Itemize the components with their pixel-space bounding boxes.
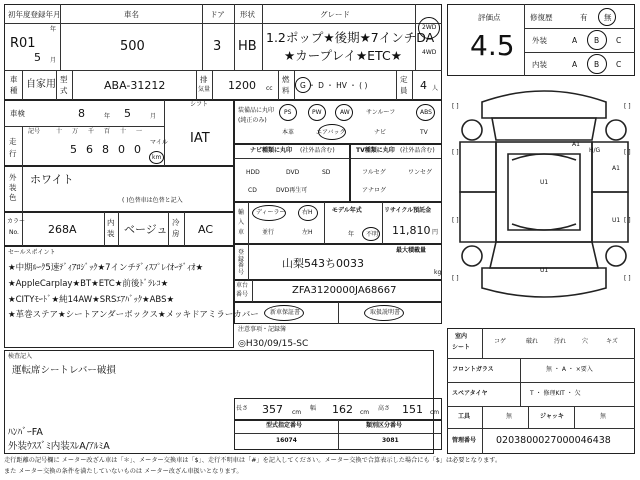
equipment-tv: TV <box>420 129 428 136</box>
recycle-unit: 円 <box>432 229 439 236</box>
month-unit: 月 <box>50 57 57 64</box>
height-value: 151 <box>402 403 423 416</box>
tv-title: TV種類に丸印 <box>356 147 395 154</box>
model-label: 型 <box>60 75 68 84</box>
year-unit: 年 <box>50 26 57 33</box>
front-glass-options: 無 ・ A ・ ×要入 <box>546 366 593 373</box>
import-left-hand: 左H <box>302 229 313 236</box>
jack-value: 無 <box>600 413 607 420</box>
manual: 取扱説明書 <box>370 309 401 316</box>
fuel-circle-mark <box>295 77 311 93</box>
grade-line-1: 1.2ポップ★後期★7インチDA <box>266 30 435 45</box>
drive-4wd: 4WD <box>422 49 437 56</box>
displacement-label: 排 <box>200 75 208 84</box>
exterior-circle-mark <box>587 30 607 50</box>
records-history: ◎H30/09/15-SC <box>238 339 309 349</box>
load-label: 最大積載量 <box>396 247 427 254</box>
width-value: 162 <box>332 403 353 416</box>
car-diagram <box>452 82 636 322</box>
bracket-mark-4: [ ] <box>624 149 631 156</box>
interior-seat-label: 室内 <box>455 333 468 340</box>
displacement-unit: cc <box>266 85 273 92</box>
spare-tire-label: スペアタイヤ <box>452 390 488 397</box>
repair-label: 修復歴 <box>530 13 553 22</box>
capacity-label-2: 員 <box>400 86 408 95</box>
exterior-grade-a: A <box>572 36 578 45</box>
mileage-digit-10k: 5 <box>70 143 77 156</box>
equipment-aw-circle <box>335 104 353 121</box>
inspection-year: 8 <box>78 107 85 120</box>
model-label-2: 式 <box>60 86 68 95</box>
mile-label: マイル <box>150 139 168 146</box>
model-year-unknown-circle <box>362 227 380 241</box>
fuel-options: G ・ D ・ HV ・ ( ) <box>300 81 368 90</box>
interior-grade-b: B <box>594 60 600 69</box>
usage-value: 自家用 <box>26 79 56 90</box>
score-label: 評価点 <box>478 13 501 22</box>
color-no-label-2: No. <box>9 229 19 236</box>
diagram-u1-center: U1 <box>540 179 549 186</box>
chassis-number: ZFA3120000JA68667 <box>292 285 397 296</box>
mileage-header-10: 十 <box>120 128 127 135</box>
diagram-a1-top: A1 <box>572 141 580 148</box>
color-no-label: カラー <box>7 218 26 225</box>
exterior-label-bot: 色 <box>9 193 17 202</box>
seat-burn: コゲ <box>494 338 507 345</box>
selling-point-line-1: ★中期ﾙｰｸ5速ﾃﾞｨｱﾛｼﾞｯｸ★7インチﾃﾞｨｽﾌﾟﾚｲｵｰﾃﾞｨｵ★ <box>8 263 204 273</box>
capacity-value: 4 <box>420 79 427 92</box>
inspector-label: 検査記入 <box>8 353 33 360</box>
diagram-u1-right: U1 <box>612 217 621 224</box>
import-right-circle <box>298 205 318 221</box>
tools-value: 無 <box>506 413 513 420</box>
length-unit: cm <box>292 409 302 416</box>
door-label: ドア <box>210 10 225 19</box>
interior-color-value: ベージュ <box>124 223 168 236</box>
tv-oneseg: ワンセグ <box>408 169 433 176</box>
exterior-color-value: ホワイト <box>30 173 74 186</box>
equipment-pw-circle <box>308 104 326 121</box>
mileage-header-1: 一 <box>136 128 143 135</box>
equipment-label: 装備品に丸印 <box>238 107 275 114</box>
chassis-label-2: 番号 <box>236 291 249 298</box>
model-year-unit: 年 <box>348 231 355 238</box>
footer-line-2: また メーター交換の条件を満たしていないものは メーター改ざん車扱いとなります。 <box>4 468 243 475</box>
mileage-header-10k: 万 <box>72 128 79 135</box>
bracket-mark-8: [ ] <box>624 275 631 282</box>
exterior-label-mid: 装 <box>9 183 17 192</box>
bracket-mark-6: [ ] <box>624 217 631 224</box>
fuel-label-2: 料 <box>282 86 290 95</box>
inspection-month: 5 <box>124 107 131 120</box>
mileage-digit-100: 8 <box>102 143 109 156</box>
equipment-airbag: エアバック <box>316 129 346 136</box>
diagram-u1-bottom: U1 <box>540 267 549 274</box>
import-parallel: 並行 <box>262 229 275 236</box>
exterior-label-top: 外 <box>9 173 17 182</box>
score-value: 4.5 <box>470 29 515 62</box>
mileage-header-sign: 記号 <box>28 128 41 135</box>
equipment-note: (純正のみ) <box>238 117 267 124</box>
shape-label: 形状 <box>240 10 255 19</box>
import-dealer-circle <box>252 205 286 221</box>
load-unit: kg <box>434 269 442 276</box>
recycle-label: リサイクル預託金 <box>384 207 432 214</box>
bracket-mark-7: [ ] <box>452 275 459 282</box>
bracket-mark-1: [ ] <box>452 103 459 110</box>
chassis-label: 車台 <box>236 282 249 289</box>
management-number: 0203800027000046438 <box>496 435 611 446</box>
drive-2wd: 2WD <box>422 24 437 31</box>
repair-yes: 有 <box>580 13 588 22</box>
length-value: 357 <box>262 403 283 416</box>
grade-label: グレード <box>320 10 350 19</box>
navi-cd: CD <box>248 187 257 194</box>
exterior-color-note: ( )色替車は色替と記入 <box>122 197 183 204</box>
designation-label: 型式指定番号 <box>266 422 303 429</box>
inspection-month-unit: 月 <box>150 113 157 120</box>
doors-value: 3 <box>213 39 222 54</box>
management-label: 管理番号 <box>452 437 477 444</box>
navi-dvd: DVD <box>286 169 300 176</box>
seat-stain: 汚れ <box>554 338 567 345</box>
navi-hdd: HDD <box>246 169 260 176</box>
equipment-abs-circle <box>416 104 435 121</box>
first-reg-era: R01 <box>10 36 36 51</box>
height-unit: cm <box>430 409 440 416</box>
new-warranty: 新車保証書 <box>270 309 301 316</box>
fuel-label: 燃 <box>282 75 290 84</box>
seat-hole: 穴 <box>582 338 589 345</box>
mileage-digit-10: 0 <box>118 143 125 156</box>
ac-value: AC <box>198 223 214 236</box>
interior-grade-c: C <box>616 60 622 69</box>
equipment-abs: ABS <box>420 109 432 116</box>
car-name-value: 500 <box>120 39 145 54</box>
mileage-label-top: 走 <box>9 137 17 146</box>
capacity-unit: 人 <box>432 85 439 92</box>
equipment-aw: AW <box>340 109 350 116</box>
front-glass-label: フロントガラス <box>452 366 494 373</box>
model-year-unknown: 不明 <box>366 231 379 238</box>
tv-title-note: (社外品含む) <box>400 147 435 154</box>
import-label: 輸 <box>238 209 245 216</box>
inspection-year-unit: 年 <box>104 113 111 120</box>
repair-circle-mark <box>598 8 616 26</box>
km-label: km <box>152 154 162 161</box>
inspection-label: 車検 <box>10 109 25 118</box>
import-label-3: 車 <box>238 229 245 236</box>
bracket-mark-5: [ ] <box>452 217 459 224</box>
navi-title-note: (社外品含む) <box>300 147 335 154</box>
inspector-note: 運転席シートレバー破損 <box>12 365 116 376</box>
first-reg-label: 初年度登録年月 <box>8 10 61 19</box>
displacement-label-2: 気量 <box>198 86 211 93</box>
selling-point-line-2: ★AppleCarplay★BT★ETC★前後ﾄﾞﾗﾚｺ★ <box>8 279 169 289</box>
import-dealer: ディーラー <box>256 209 286 216</box>
footer-line-1: 走行距離の記号欄に メーター改ざん車は「＊」、メーター交換車は「$」、走行不明車は「#」を記入してください。メーター交換で合算表示した場合にも「$」は必要となります。 <box>4 457 502 464</box>
selling-point-line-4: ★革巻ステア★シートアンダーボックス★メッキドアミラーカバー <box>8 310 259 320</box>
equipment-airbag-circle <box>318 124 346 140</box>
ac-label-2: 房 <box>172 229 180 238</box>
interior-circle-mark <box>587 54 607 74</box>
km-circle-mark <box>149 151 164 164</box>
tv-analog: アナログ <box>362 187 387 194</box>
bracket-mark-2: [ ] <box>624 103 631 110</box>
bracket-mark-3: [ ] <box>452 149 459 156</box>
seat-tear: 破れ <box>526 338 539 345</box>
bottom-note-line-1: ﾊﾝﾊﾞｰFA <box>8 427 43 438</box>
bottom-note-line-2: 外装ｳｽｽﾞﾐ内装ｽﾚA/ｱﾙﾐA <box>8 441 110 452</box>
new-warranty-circle <box>264 305 304 321</box>
color-no-value: 268A <box>48 223 77 236</box>
width-label: 幅 <box>310 405 317 412</box>
mileage-header-100: 百 <box>104 128 111 135</box>
navi-title: ナビ種類に丸印 <box>250 147 293 154</box>
interior-seat-label-2: シート <box>452 344 471 351</box>
mileage-digit-1: 0 <box>134 143 141 156</box>
navi-dvd-play: DVD再生可 <box>276 187 308 194</box>
seat-scratch: キズ <box>606 338 618 345</box>
class-number: 3081 <box>382 437 399 444</box>
tv-fullseg: フルセグ <box>362 169 386 176</box>
usage-label-2: 種 <box>10 86 18 95</box>
length-label: 長さ <box>236 405 249 412</box>
spare-tire-options: T ・ 修理KIT ・ 欠 <box>530 390 581 397</box>
recycle-amount: 11,810 <box>392 224 431 237</box>
equipment-ps-circle <box>279 104 297 121</box>
interior-grade-label: 内装 <box>532 60 547 69</box>
exterior-grade-label: 外装 <box>532 36 547 45</box>
shift-label: シフト <box>190 101 209 108</box>
interior-color-label: 内 <box>107 218 115 227</box>
mileage-digit-1k: 6 <box>86 143 93 156</box>
equipment-sunroof: サンルーフ <box>366 109 396 116</box>
exterior-grade-c: C <box>616 36 622 45</box>
equipment-leather: 本革 <box>282 129 295 136</box>
capacity-label: 定 <box>400 75 408 84</box>
tools-label: 工具 <box>458 413 471 420</box>
diagram-a1-right: A1 <box>612 165 620 172</box>
selling-point-line-3: ★CITYﾓｰﾄﾞ★純14AW★SRSｴｱﾊﾞｯｸ★ABS★ <box>8 295 175 305</box>
car-name-label: 車名 <box>124 10 139 19</box>
first-reg-month: 5 <box>34 51 41 64</box>
interior-color-label-2: 装 <box>107 229 115 238</box>
width-unit: cm <box>360 409 370 416</box>
height-label: 高さ <box>378 405 391 412</box>
model-year-label: モデル年式 <box>332 207 362 214</box>
class-label: 類別区分番号 <box>366 422 403 429</box>
interior-grade-a: A <box>572 60 578 69</box>
usage-label: 車 <box>10 75 18 84</box>
navi-sd: SD <box>322 169 331 176</box>
mileage-header-100k: 十 <box>56 128 63 135</box>
records-note-label: 注意事項・記録簿 <box>238 326 287 333</box>
shape-value: HB <box>238 39 257 54</box>
designation-number: 16074 <box>276 437 297 444</box>
import-label-2: 入 <box>238 219 245 226</box>
repair-no: 無 <box>604 13 612 22</box>
diagram-hg: H/G <box>589 147 601 154</box>
grade-line-2: ★カープレイ★ETC★ <box>284 48 402 63</box>
mileage-label-bottom: 行 <box>9 149 17 158</box>
equipment-navi: ナビ <box>374 129 387 136</box>
exterior-grade-b: B <box>594 36 600 45</box>
manual-circle <box>364 305 404 321</box>
registration-plate: 山梨543ち0033 <box>282 257 364 270</box>
jack-label: ジャッキ <box>540 413 564 420</box>
equipment-pw: PW <box>312 109 322 116</box>
equipment-ps: PS <box>284 109 292 116</box>
model-value: ABA-31212 <box>104 79 166 92</box>
mileage-header-1k: 千 <box>88 128 95 135</box>
shift-value: IAT <box>190 131 210 146</box>
import-right-hand: 右H <box>302 209 313 216</box>
selling-points-label: セールスポイント <box>8 249 56 256</box>
registration-label: 登録番号 <box>238 249 245 276</box>
displacement-value: 1200 <box>228 79 256 92</box>
ac-label: 冷 <box>172 218 180 227</box>
